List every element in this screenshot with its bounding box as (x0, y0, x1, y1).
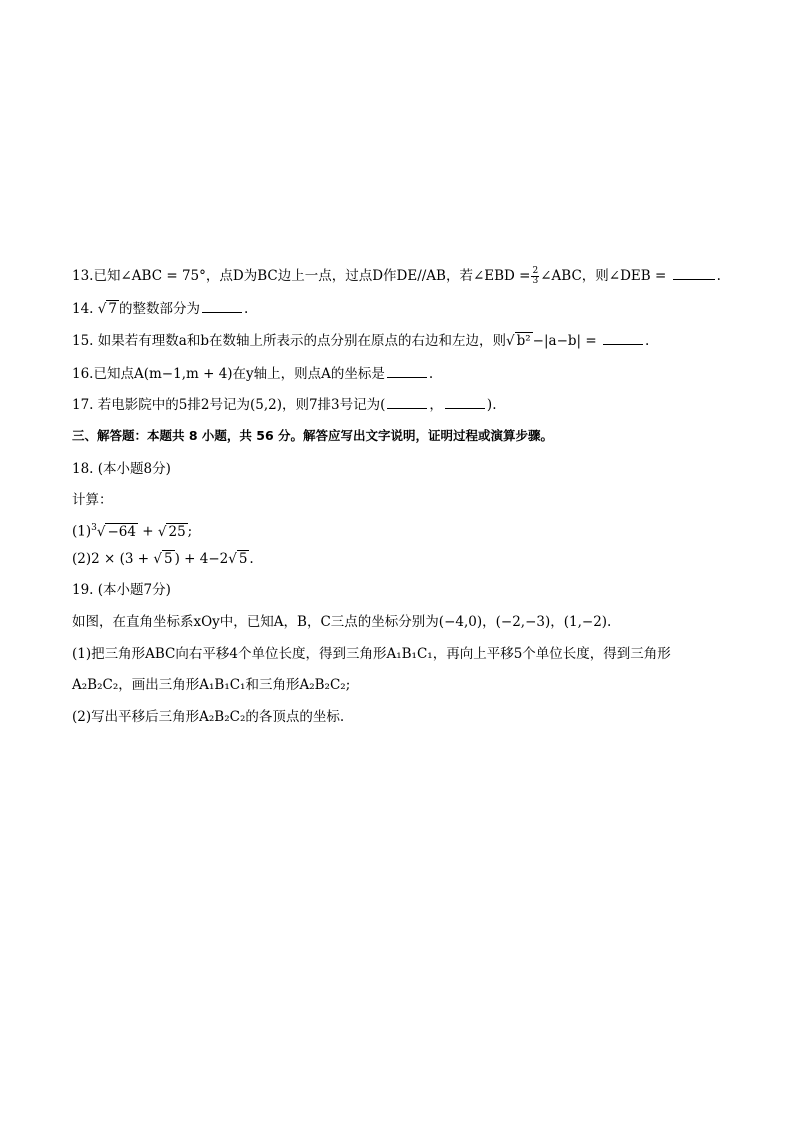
end-punct: . (644, 333, 650, 349)
answer-blank[interactable] (673, 265, 715, 280)
radicand: b² (516, 333, 531, 349)
question-18-part-1 (72, 518, 192, 542)
sqrt-expression: √ 7 (97, 301, 117, 317)
fraction-numerator: 2 (532, 266, 539, 276)
expression-text: ) + 4−2 (174, 551, 229, 567)
end-punct: . (716, 268, 721, 284)
sqrt-expression: √ b² (505, 333, 531, 349)
fraction (531, 267, 539, 286)
answer-blank-row[interactable] (387, 394, 427, 409)
radicand: 25 (168, 523, 186, 540)
radicand: −64 (107, 523, 136, 540)
sqrt-expression: √ 5 (228, 551, 248, 567)
question-text: 如果若有理数a和b在数轴上所表示的点分别在原点的右边和左边，则 (97, 333, 506, 349)
separator: ， (429, 397, 443, 413)
end-punct: . (249, 551, 254, 567)
section-heading: 三、解答题：本题共 8 小题，共 56 分。解答应写出文字说明，证明过程或演算步骤。 (72, 428, 554, 443)
question-number: 16. (72, 366, 94, 382)
question-19-part-1b: A₂B₂C₂，画出三角形A₁B₁C₁和三角形A₂B₂C₂; (72, 677, 351, 693)
question-19-header: 19. (本小题7分) (72, 582, 171, 598)
question-16 (72, 363, 433, 384)
operator: + (137, 523, 158, 540)
question-13 (72, 265, 721, 286)
radicand: 5 (238, 551, 248, 567)
question-number: 14. (72, 301, 94, 317)
question-number: 17. (72, 397, 94, 413)
question-text: −|a−b| = (532, 333, 597, 349)
question-text: 已知点A(m−1,m + 4)在y轴上，则点A的坐标是 (93, 366, 385, 382)
radicand: 7 (108, 301, 117, 317)
question-18-header: 18. (本小题8分) (72, 461, 171, 477)
root-index: 3 (91, 523, 97, 533)
answer-blank[interactable] (202, 298, 242, 313)
question-15 (72, 330, 649, 351)
answer-blank[interactable] (603, 330, 643, 345)
question-18-part-2 (72, 549, 254, 569)
part-label: (1) (72, 523, 92, 540)
answer-blank[interactable] (387, 363, 427, 378)
sqrt-expression: √ 25 (157, 523, 186, 540)
question-text: 若电影院中的5排2号记为(5,2)，则7排3号记为( (97, 397, 386, 413)
answer-blank-seat[interactable] (445, 394, 485, 409)
end-punct: . (428, 366, 434, 382)
sqrt-expression: √ 5 (153, 551, 173, 567)
question-14 (72, 298, 248, 319)
cube-root-expression: √ −64 (96, 523, 136, 540)
fraction-denominator: 3 (532, 276, 539, 286)
question-text: 已知∠ABC = 75°，点D为BC边上一点，过点D作DE//AB，若∠EBD = (93, 268, 531, 284)
question-19-part-2: (2)写出平移后三角形A₂B₂C₂的各顶点的坐标. (72, 709, 345, 725)
end-punct: ; (187, 523, 193, 540)
question-text: ∠ABC，则∠DEB = (540, 268, 667, 284)
question-text: 的整数部分为 (118, 301, 200, 317)
question-17 (72, 394, 496, 415)
question-number: 13. (72, 268, 94, 284)
question-19-part-1a: (1)把三角形ABC向右平移4个单位长度，得到三角形A₁B₁C₁，再向上平移5个单位长度，得到三角形 (72, 646, 671, 662)
end-punct: ). (486, 397, 497, 413)
question-19-intro: 如图，在直角坐标系xOy中，已知A，B，C三点的坐标分别为(−4,0)，(−2,−3)，(1,−2). (72, 614, 612, 630)
radicand: 5 (163, 551, 173, 567)
expression-text: (2)2 × (3 + (72, 551, 154, 567)
end-punct: . (243, 301, 249, 317)
question-18-intro: 计算： (72, 492, 113, 508)
question-number: 15. (72, 333, 94, 349)
